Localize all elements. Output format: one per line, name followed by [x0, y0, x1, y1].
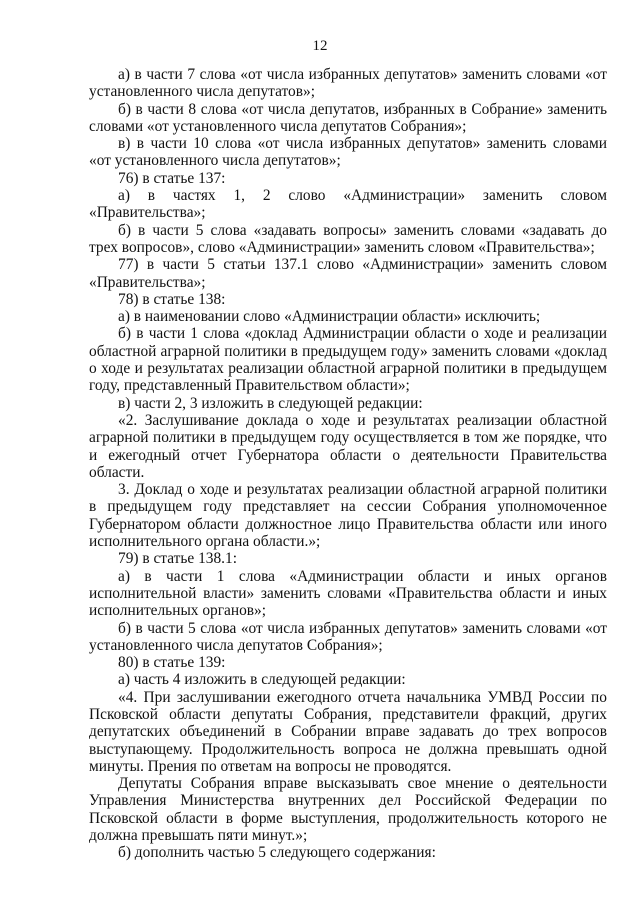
paragraph: б) в части 8 слова «от числа депутатов, избранных в Собрание» заменить словами «от установленного числа депутатов Собрания»;	[89, 100, 607, 135]
page-number: 12	[312, 38, 328, 54]
paragraph: 77) в части 5 статьи 137.1 слово «Администрации» заменить словом «Правительства»;	[89, 256, 607, 291]
paragraph: 76) в статье 137:	[118, 169, 226, 187]
paragraph: 3. Доклад о ходе и результатах реализации областной аграрной политики в предыдущем году представляет на сессии Собрания уполномоченное Губернатором области должностное лицо Правительства области или иного исполнительного органа области.»;	[89, 481, 607, 551]
paragraph: «2. Заслушивание доклада о ходе и результатах реализации областной аграрной политики в предыдущем году осуществляется в том же порядке, что и ежегодный отчет Губернатора области о деятельности Правительства области.	[89, 411, 607, 481]
paragraph: Депутаты Собрания вправе высказывать свое мнение о деятельности Управления Министерства внутренних дел Российской Федерации по Псковской области в форме выступления, продолжительность которого не должна превышать пяти минут.»;	[89, 775, 607, 845]
paragraph: 79) в статье 138.1:	[118, 550, 237, 568]
paragraph: в) части 2, 3 изложить в следующей редакции:	[118, 394, 423, 412]
paragraph: б) в части 5 слова «от числа избранных депутатов» заменить словами «от установленного числа депутатов Собрания»;	[89, 619, 607, 654]
paragraph: б) дополнить частью 5 следующего содержания:	[118, 844, 436, 862]
paragraph: в) в части 10 слова «от числа избранных депутатов» заменить словами «от установленного числа депутатов»;	[89, 135, 607, 170]
paragraph: а) в наименовании слово «Администрации области» исключить;	[118, 308, 541, 326]
paragraph: а) часть 4 изложить в следующей редакции:	[118, 671, 406, 689]
paragraph: а) в части 7 слова «от числа избранных депутатов» заменить словами «от установленного числа депутатов»;	[89, 66, 607, 101]
document-body	[89, 66, 607, 862]
paragraph: а) в части 1 слова «Администрации области и иных органов исполнительной власти» заменить словами «Правительства области и иных исполнительных органов»;	[89, 567, 607, 620]
paragraph: б) в части 5 слова «задавать вопросы» заменить словами «задавать до трех вопросов», слово «Администрации» заменить словом «Правительства»;	[89, 221, 607, 256]
paragraph: а) в частях 1, 2 слово «Администрации» заменить словом «Правительства»;	[89, 187, 607, 222]
paragraph: 78) в статье 138:	[118, 290, 226, 308]
paragraph: 80) в статье 139:	[118, 654, 226, 672]
paragraph: «4. При заслушивании ежегодного отчета начальника УМВД России по Псковской области депутаты Собрания, представители фракций, других депутатских объединений в Собрании вправе задавать до трех вопросов выступающему. Продолжительность вопроса не должна превышать одной минуты. Прения по ответам на вопросы не проводятся.	[89, 688, 607, 775]
paragraph: б) в части 1 слова «доклад Администрации области о ходе и реализации областной аграрной политики в предыдущем году» заменить словами «доклад о ходе и результатах реализации областной аграрной политики в предыдущем году, представленный Правительством области»;	[89, 325, 607, 395]
